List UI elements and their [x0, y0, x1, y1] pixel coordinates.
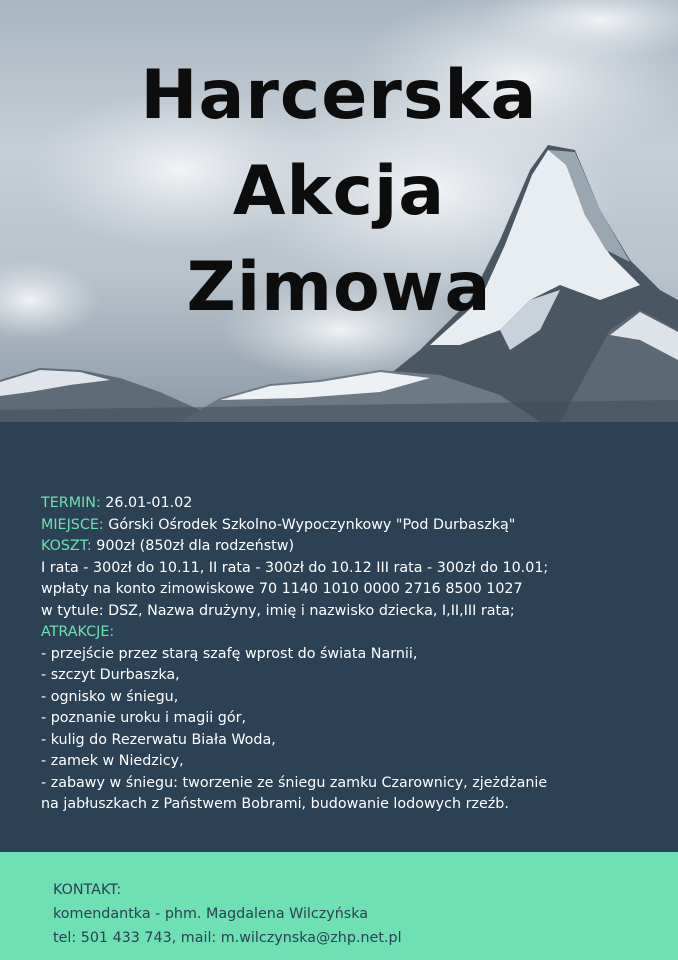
koszt-detail: I rata - 300zł do 10.11, II rata - 300zł do 10.12 III rata - 300zł do 10.01;: [41, 559, 549, 576]
koszt-detail: w tytule: DSZ, Nazwa drużyny, imię i nazwisko dziecka, I,II,III rata;: [41, 602, 515, 619]
title-line: Zimowa: [186, 248, 492, 327]
atrakcje-label: ATRAKCJE:: [41, 624, 115, 640]
atrakcje-item: - kulig do Rezerwatu Biała Woda,: [41, 731, 276, 748]
info-panel: [41, 493, 651, 816]
koszt-value: 900zł (850zł dla rodzeństw): [91, 538, 295, 554]
atrakcje-item: - przejście przez starą szafę wprost do świata Narnii,: [41, 645, 418, 662]
miejsce-value: Górski Ośrodek Szkolno-Wypoczynkowy "Pod Durbaszką": [103, 516, 516, 533]
contact-heading: KONTAKT:: [53, 882, 122, 898]
termin-value: 26.01-01.02: [100, 495, 193, 511]
contact-details: tel: 501 433 743, mail: m.wilczynska@zhp.net.pl: [53, 930, 402, 946]
contact-block: [53, 878, 402, 950]
termin-line: [41, 493, 651, 515]
atrakcje-item: - poznanie uroku i magii gór,: [41, 710, 247, 726]
koszt-detail: wpłaty na konto zimowiskowe 70 1140 1010 0000 2716 8500 1027: [41, 581, 523, 597]
atrakcje-item: - zamek w Niedzicy,: [41, 753, 184, 769]
atrakcje-item: na jabłuszkach z Państwem Bobrami, budowanie lodowych rzeźb.: [41, 796, 509, 812]
koszt-line: [41, 536, 651, 558]
koszt-label: KOSZT:: [41, 538, 92, 554]
atrakcje-item: - zabawy w śniegu: tworzenie ze śniegu zamku Czarownicy, zjeżdżanie: [41, 774, 548, 791]
atrakcje-item: - ognisko w śniegu,: [41, 688, 179, 705]
miejsce-label: MIEJSCE:: [41, 516, 104, 533]
termin-label: TERMIN:: [41, 495, 101, 511]
title-line: Harcerska: [140, 56, 538, 135]
atrakcje-item: - szczyt Durbaszka,: [41, 667, 180, 683]
poster-title: [0, 48, 678, 336]
title-line: Akcja: [232, 152, 446, 231]
miejsce-line: [41, 515, 651, 537]
contact-person: komendantka - phm. Magdalena Wilczyńska: [53, 906, 369, 922]
